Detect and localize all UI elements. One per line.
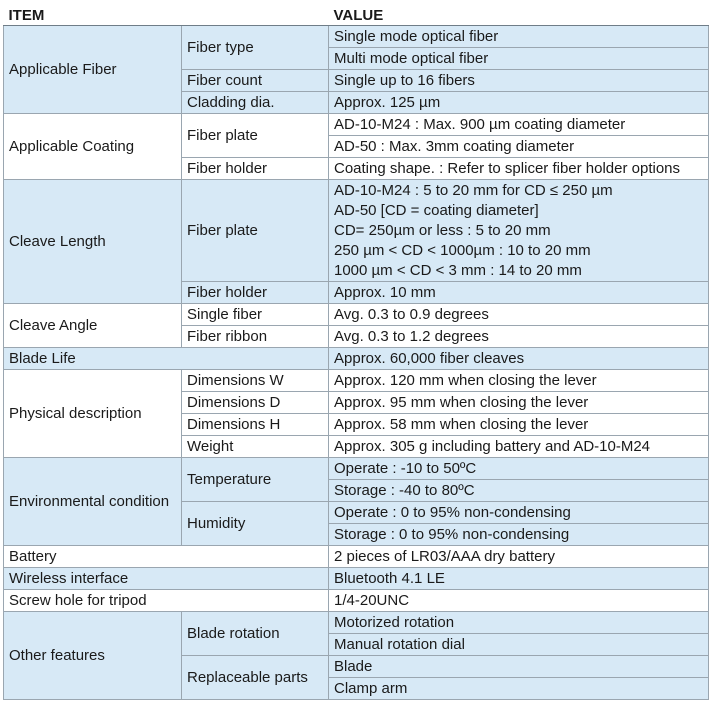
value-cell: Approx. 125 µm bbox=[329, 92, 709, 114]
table-row bbox=[4, 304, 709, 326]
subitem-label: Cladding dia. bbox=[182, 92, 329, 114]
value-cell bbox=[329, 180, 709, 282]
spec-table bbox=[3, 6, 709, 700]
category-label: Blade Life bbox=[4, 348, 329, 370]
value-cell: Approx. 10 mm bbox=[329, 282, 709, 304]
category-label: Wireless interface bbox=[4, 568, 329, 590]
value-cell: Operate : 0 to 95% non-condensing bbox=[329, 502, 709, 524]
value-cell: Single up to 16 fibers bbox=[329, 70, 709, 92]
category-label: Physical description bbox=[4, 370, 182, 458]
value-line: AD-50 [CD = coating diameter] bbox=[334, 201, 539, 219]
subitem-label: Dimensions D bbox=[182, 392, 329, 414]
table-row bbox=[4, 546, 709, 568]
category-label: Applicable Coating bbox=[4, 114, 182, 180]
header-item: ITEM bbox=[4, 6, 329, 26]
category-label: Cleave Length bbox=[4, 180, 182, 304]
subitem-label: Fiber count bbox=[182, 70, 329, 92]
value-cell: Bluetooth 4.1 LE bbox=[329, 568, 709, 590]
value-cell: AD-50 : Max. 3mm coating diameter bbox=[329, 136, 709, 158]
value-line: 250 µm < CD < 1000µm : 10 to 20 mm bbox=[334, 241, 591, 259]
value-cell: Approx. 60,000 fiber cleaves bbox=[329, 348, 709, 370]
value-cell: Multi mode optical fiber bbox=[329, 48, 709, 70]
subitem-label: Replaceable parts bbox=[182, 656, 329, 700]
value-cell: Approx. 95 mm when closing the lever bbox=[329, 392, 709, 414]
subitem-label: Fiber type bbox=[182, 26, 329, 70]
value-cell: Coating shape. : Refer to splicer fiber holder options bbox=[329, 158, 709, 180]
subitem-label: Humidity bbox=[182, 502, 329, 546]
table-row bbox=[4, 590, 709, 612]
value-line: CD= 250µm or less : 5 to 20 mm bbox=[334, 221, 551, 239]
subitem-label: Dimensions W bbox=[182, 370, 329, 392]
category-label: Applicable Fiber bbox=[4, 26, 182, 114]
value-line: AD-10-M24 : 5 to 20 mm for CD ≤ 250 µm bbox=[334, 181, 613, 199]
value-cell: Avg. 0.3 to 1.2 degrees bbox=[329, 326, 709, 348]
subitem-label: Fiber holder bbox=[182, 158, 329, 180]
subitem-label: Fiber ribbon bbox=[182, 326, 329, 348]
value-cell: Manual rotation dial bbox=[329, 634, 709, 656]
value-cell: Avg. 0.3 to 0.9 degrees bbox=[329, 304, 709, 326]
category-label: Other features bbox=[4, 612, 182, 700]
value-cell: Storage : -40 to 80ºC bbox=[329, 480, 709, 502]
table-row bbox=[4, 348, 709, 370]
value-cell: 1/4-20UNC bbox=[329, 590, 709, 612]
header-value: VALUE bbox=[329, 6, 709, 26]
value-cell: Approx. 120 mm when closing the lever bbox=[329, 370, 709, 392]
category-label: Screw hole for tripod bbox=[4, 590, 329, 612]
subitem-label: Blade rotation bbox=[182, 612, 329, 656]
subitem-label: Single fiber bbox=[182, 304, 329, 326]
value-cell: Blade bbox=[329, 656, 709, 678]
table-row bbox=[4, 568, 709, 590]
subitem-label: Weight bbox=[182, 436, 329, 458]
table-row bbox=[4, 26, 709, 48]
value-cell: Approx. 58 mm when closing the lever bbox=[329, 414, 709, 436]
table-row bbox=[4, 370, 709, 392]
value-line: 1000 µm < CD < 3 mm : 14 to 20 mm bbox=[334, 261, 582, 279]
subitem-label: Dimensions H bbox=[182, 414, 329, 436]
value-cell: Operate : -10 to 50ºC bbox=[329, 458, 709, 480]
value-cell: AD-10-M24 : Max. 900 µm coating diameter bbox=[329, 114, 709, 136]
category-label: Environmental condition bbox=[4, 458, 182, 546]
value-cell: Storage : 0 to 95% non-condensing bbox=[329, 524, 709, 546]
value-cell: Clamp arm bbox=[329, 678, 709, 700]
value-cell: Single mode optical fiber bbox=[329, 26, 709, 48]
subitem-label: Fiber holder bbox=[182, 282, 329, 304]
subitem-label: Temperature bbox=[182, 458, 329, 502]
table-row bbox=[4, 180, 709, 282]
category-label: Battery bbox=[4, 546, 329, 568]
subitem-label: Fiber plate bbox=[182, 114, 329, 158]
value-cell: Approx. 305 g including battery and AD-10-M24 bbox=[329, 436, 709, 458]
table-row bbox=[4, 612, 709, 634]
value-cell: Motorized rotation bbox=[329, 612, 709, 634]
header-row bbox=[4, 6, 709, 26]
table-row bbox=[4, 458, 709, 480]
value-cell: 2 pieces of LR03/AAA dry battery bbox=[329, 546, 709, 568]
subitem-label: Fiber plate bbox=[182, 180, 329, 282]
category-label: Cleave Angle bbox=[4, 304, 182, 348]
table-row bbox=[4, 114, 709, 136]
